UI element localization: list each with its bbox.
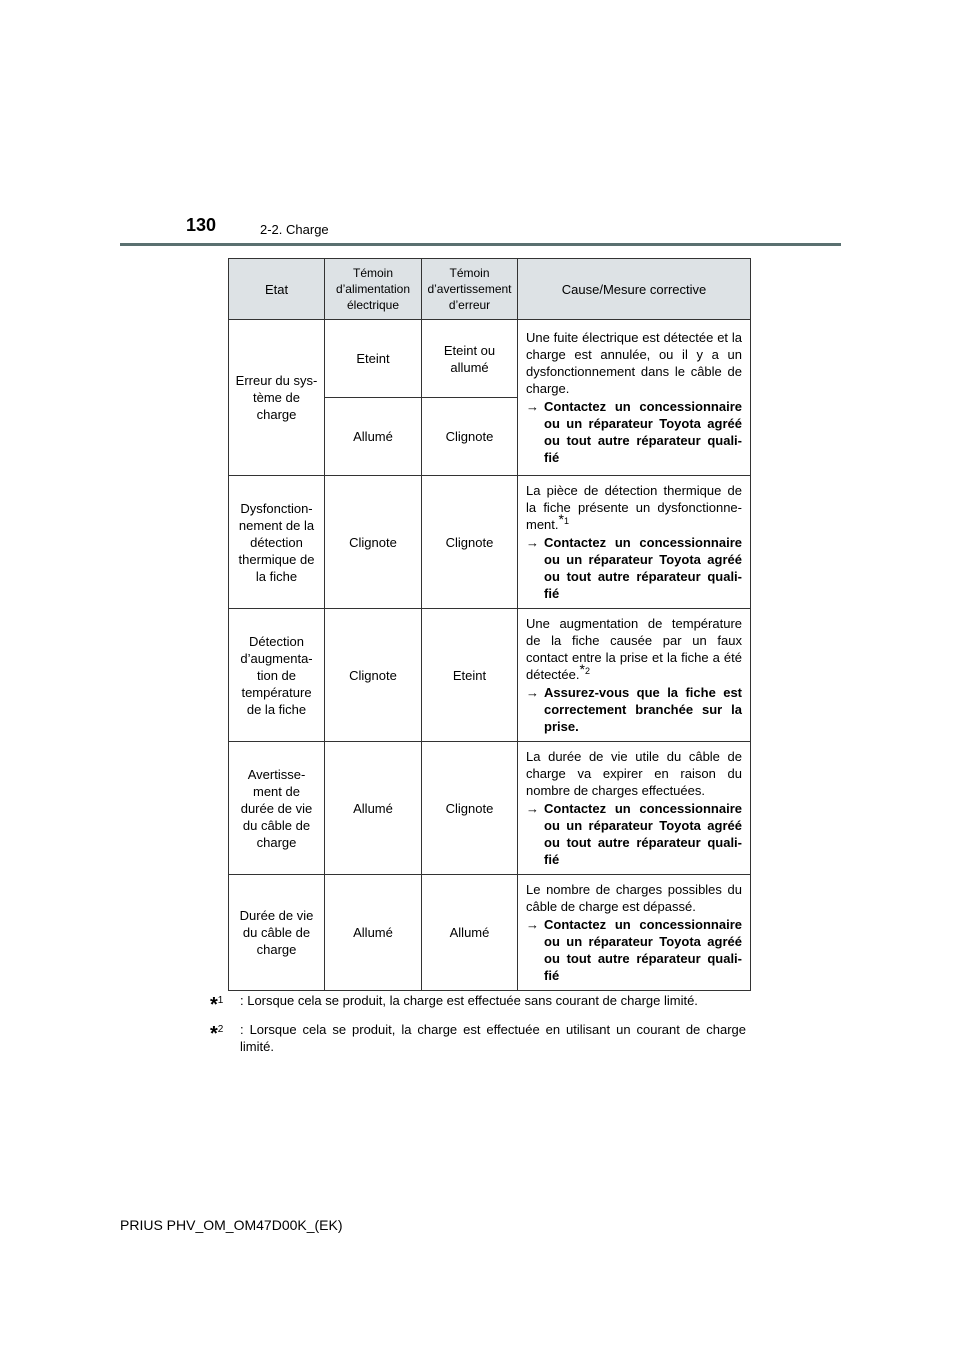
power-indicator-cell: Allumé — [325, 875, 422, 991]
page-number: 130 — [186, 215, 217, 235]
table-row — [229, 742, 751, 875]
warning-indicator-cell: Clignote — [422, 476, 518, 609]
cause-text-body: Une augmentation de température de la fiche causée par un faux contact entre la prise et la fiche a été détectée. — [526, 616, 742, 682]
table-header-row — [229, 259, 751, 320]
power-indicator-cell: Allumé — [325, 398, 422, 476]
header-rule — [120, 243, 841, 246]
table-row — [229, 609, 751, 742]
corrective-action — [526, 534, 742, 602]
cause-cell — [518, 609, 751, 742]
table-row — [229, 875, 751, 991]
section-title: 2-2. Charge — [260, 222, 329, 237]
footnote — [210, 1021, 746, 1055]
footnote-text: : Lorsque cela se produit, la charge est effectuée en utilisant un courant de charge limité. — [240, 1022, 746, 1054]
cause-text — [526, 615, 742, 683]
action-text: Assurez-vous que la fiche est correctement branchée sur la prise. — [544, 685, 742, 734]
footnote-mark: *$^1$ — [210, 994, 224, 1016]
arrow-icon: → — [526, 535, 539, 550]
state-cell: Détection d’augmenta-tion de température de la fiche — [229, 609, 325, 742]
power-indicator-cell: Eteint — [325, 320, 422, 398]
cause-cell — [518, 320, 751, 476]
warning-indicator-cell: Clignote — [422, 398, 518, 476]
arrow-icon: → — [526, 917, 539, 932]
table-row — [229, 320, 751, 398]
cause-text: La durée de vie utile du câble de charge va expirer en raison du nombre de charges effectuées. — [526, 749, 742, 798]
column-header-warning-indicator: Témoin d’avertissement d’erreur — [422, 259, 518, 320]
power-indicator-cell: Allumé — [325, 742, 422, 875]
state-cell: Avertisse-ment de durée de vie du câble de charge — [229, 742, 325, 875]
cause-cell — [518, 742, 751, 875]
corrective-action — [526, 916, 742, 984]
column-header-cause: Cause/Mesure corrective — [518, 259, 751, 320]
cause-text: Une fuite électrique est détectée et la charge est annulée, ou il y a un dysfonctionnement dans le câble de charge. — [526, 330, 742, 396]
warning-indicator-cell: Eteint ou allumé — [422, 320, 518, 398]
footnote-ref: *1 — [558, 510, 569, 527]
power-indicator-cell: Clignote — [325, 609, 422, 742]
warning-indicator-cell: Allumé — [422, 875, 518, 991]
document-code: PRIUS PHV_OM_OM47D00K_(EK) — [120, 1217, 343, 1233]
table-row — [229, 476, 751, 609]
action-text: Contactez un concessionnaire ou un réparateur Toyota agréé ou tout autre réparateur quali-fié — [544, 917, 742, 983]
state-cell: Dysfonction-nement de la détection thermique de la fiche — [229, 476, 325, 609]
footnote — [210, 992, 746, 1014]
corrective-action — [526, 800, 742, 868]
power-indicator-cell: Clignote — [325, 476, 422, 609]
charge-status-table — [228, 258, 751, 991]
warning-indicator-cell: Clignote — [422, 742, 518, 875]
corrective-action — [526, 684, 742, 735]
warning-indicator-cell: Eteint — [422, 609, 518, 742]
footnotes — [210, 992, 746, 1062]
action-text: Contactez un concessionnaire ou un réparateur Toyota agréé ou tout autre réparateur quali-fié — [544, 801, 742, 867]
cause-text-body: La pièce de détection thermique de la fiche présente un dysfonctionne-ment. — [526, 483, 742, 532]
column-header-power-indicator: Témoin d’alimentation électrique — [325, 259, 422, 320]
arrow-icon: → — [526, 685, 539, 700]
arrow-icon: → — [526, 801, 539, 816]
state-cell: Durée de vie du câble de charge — [229, 875, 325, 991]
cause-text — [526, 482, 742, 533]
column-header-state: Etat — [229, 259, 325, 320]
state-cell: Erreur du sys-tème de charge — [229, 320, 325, 476]
cause-cell — [518, 476, 751, 609]
footnote-mark: *$^2$ — [210, 1023, 224, 1045]
arrow-icon: → — [526, 399, 539, 414]
footnote-ref: *2 — [579, 660, 590, 677]
footnote-text: : Lorsque cela se produit, la charge est effectuée sans courant de charge limité. — [240, 993, 698, 1008]
cause-cell — [518, 875, 751, 991]
action-text: Contactez un concessionnaire ou un réparateur Toyota agréé ou tout autre réparateur quali-fié — [544, 535, 742, 601]
corrective-action — [526, 398, 742, 466]
cause-text: Le nombre de charges possibles du câble de charge est dépassé. — [526, 882, 742, 914]
action-text: Contactez un concessionnaire ou un réparateur Toyota agréé ou tout autre réparateur quali-fié — [544, 399, 742, 465]
